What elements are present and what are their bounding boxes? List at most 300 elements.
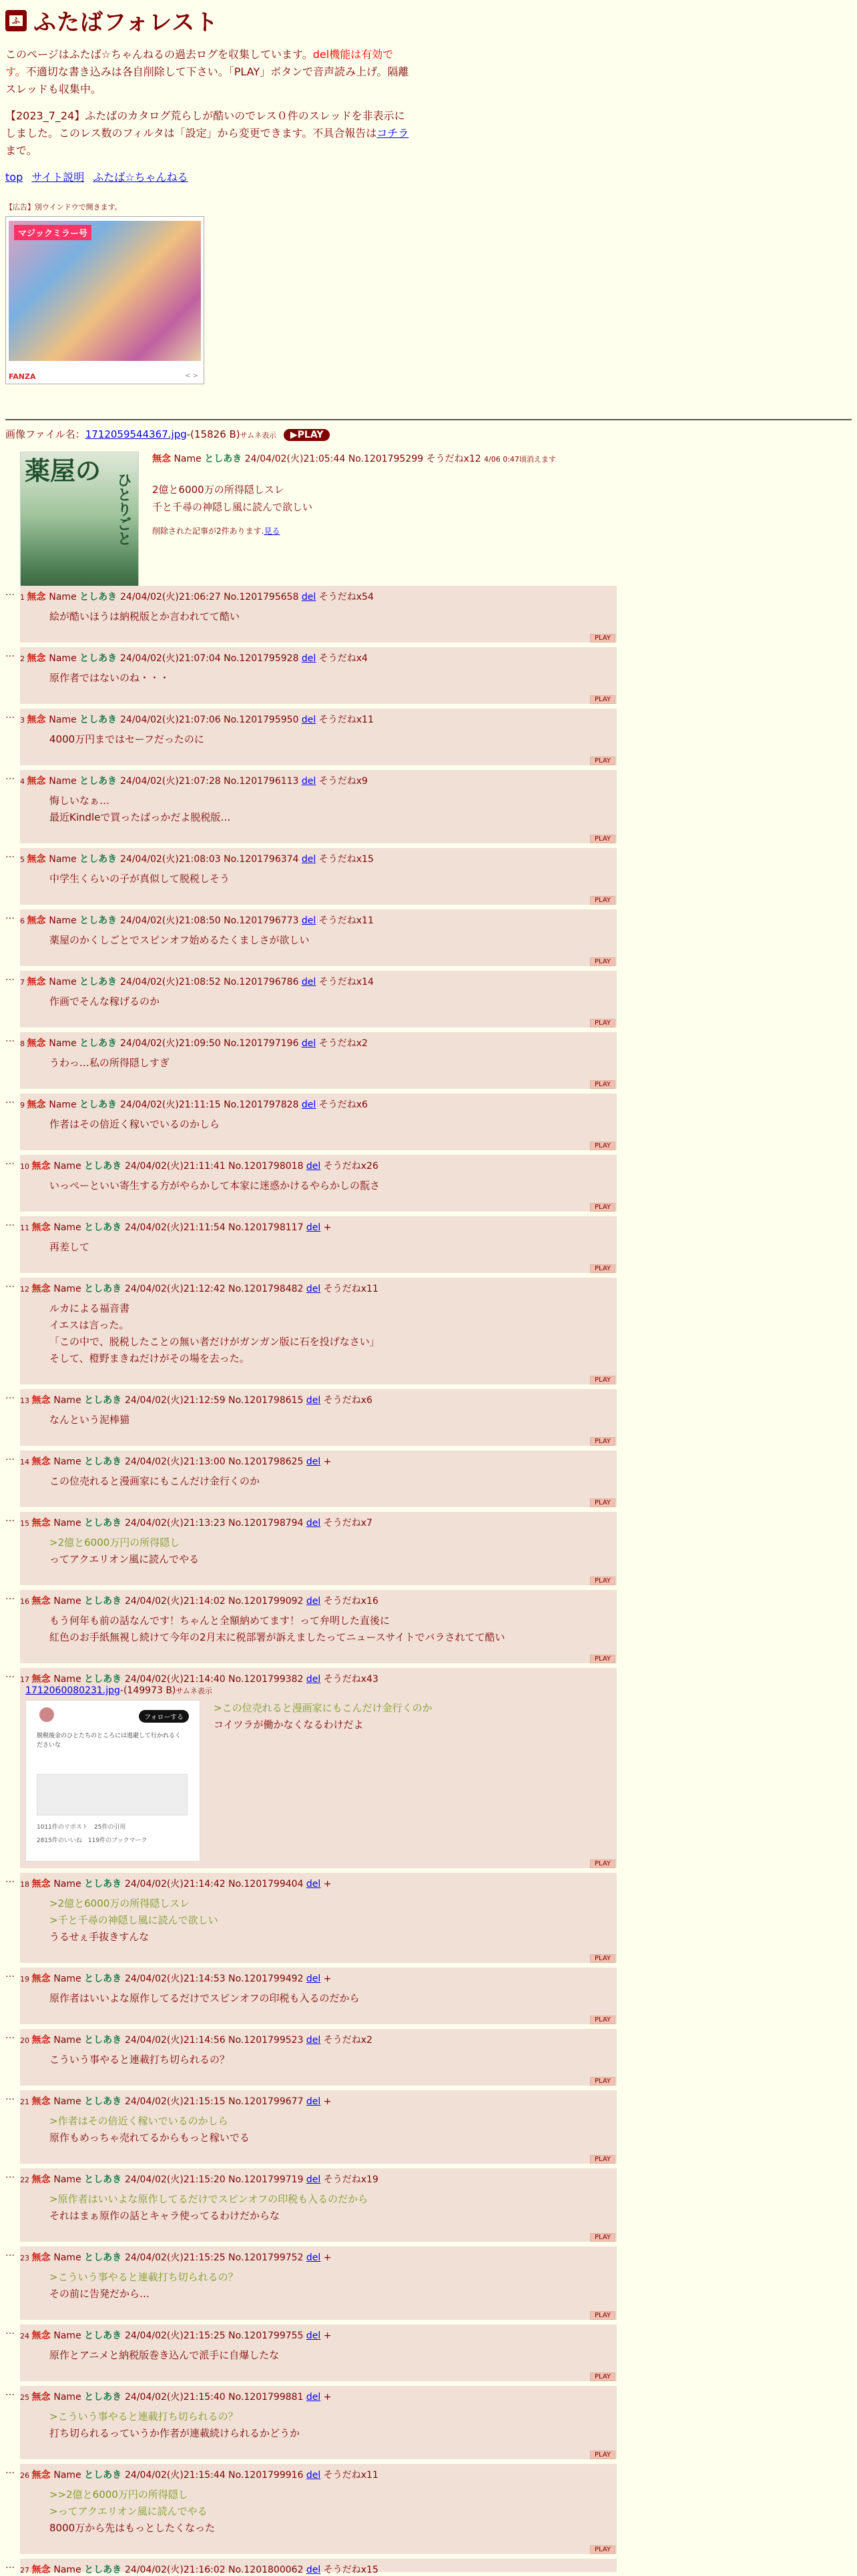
reply-body — [49, 1178, 380, 1194]
reply-name: としあき — [79, 854, 121, 865]
reply-number[interactable]: No.1201796113 — [224, 776, 302, 787]
reply-image[interactable] — [25, 1700, 200, 1861]
reply-line: 原作者はいいよな原作してるだけでスピンオフの印税も入るのだから — [49, 1992, 360, 2004]
reply-date: 24/04/02(火)21:11:15 — [120, 1100, 224, 1110]
reply-box — [20, 1389, 617, 1446]
reply-subject: 無念 — [27, 592, 49, 602]
reply-number[interactable]: No.1201796374 — [224, 854, 302, 865]
reply-name: としあき — [79, 592, 121, 602]
site-header — [5, 4, 852, 37]
reply-line: 絵が酷いほうは納税版とか言われてて酷い — [49, 610, 240, 622]
del-link[interactable]: del — [306, 1456, 321, 1467]
reply-row — [5, 2324, 617, 2381]
ad-image[interactable] — [9, 221, 201, 361]
reply-date: 24/04/02(火)21:11:54 — [125, 1222, 229, 1233]
intro — [5, 46, 852, 159]
reply-index: 2 — [20, 655, 27, 663]
reply-number[interactable]: No.1201797828 — [224, 1100, 302, 1110]
reply-box — [20, 1968, 617, 2024]
reply-date: 24/04/02(火)21:15:15 — [125, 2096, 229, 2107]
reply-number[interactable]: No.1201799755 — [228, 2330, 306, 2341]
reply-name: としあき — [84, 2565, 125, 2575]
reply-line: ってアクエリオン風に読んでやる — [49, 1553, 200, 1565]
del-link[interactable]: del — [301, 653, 316, 664]
reply-body — [49, 1473, 260, 1490]
reply-line: ルカによる福音書 — [49, 1302, 130, 1314]
intro-del-notice: del機能は有効です。 — [5, 48, 394, 78]
reply-index: 24 — [20, 2332, 32, 2340]
reply-line: この位売れると漫画家にもこんだけ金行くのか — [49, 1475, 260, 1487]
play-button[interactable]: PLAY — [590, 1655, 615, 1663]
del-link[interactable]: del — [306, 2470, 321, 2481]
reply-index: 26 — [20, 2471, 32, 2480]
del-link[interactable]: del — [306, 2330, 321, 2341]
reply-body — [49, 1895, 218, 1946]
play-button[interactable]: PLAY — [590, 2545, 615, 2554]
soudane-button[interactable]: そうだねx26 — [323, 1161, 378, 1172]
reply-subject: 無念 — [27, 1100, 49, 1110]
ad-nav-arrows[interactable]: < > — [185, 372, 198, 380]
thumb-subtitle: ひとりごと — [115, 472, 132, 546]
del-link[interactable]: del — [306, 2174, 321, 2185]
reply-subject: 無念 — [27, 653, 49, 664]
reply-name: としあき — [84, 2330, 125, 2341]
reply-index: 1 — [20, 593, 27, 602]
play-button[interactable]: PLAY — [590, 634, 615, 642]
nav-about-link[interactable]: サイト説明 — [31, 171, 85, 183]
reply-name-label: Name — [49, 854, 80, 865]
reply-index: 11 — [20, 1224, 32, 1232]
reply-number[interactable]: No.1201796773 — [224, 915, 302, 926]
play-button[interactable]: PLAY — [590, 1142, 615, 1150]
reply-file-link[interactable]: 1712060080231.jpg — [25, 1685, 120, 1696]
reply-body — [49, 2052, 230, 2068]
reply-name: としあき — [79, 1038, 121, 1049]
ad-banner[interactable] — [5, 216, 204, 384]
ad-brand: FANZA — [9, 372, 36, 381]
intro-text: このページはふたば☆ちゃんねるの過去ログを収集しています。 — [5, 48, 313, 61]
soudane-button[interactable]: そうだねx14 — [318, 977, 374, 987]
soudane-button[interactable]: そうだねx2 — [323, 2035, 372, 2046]
soudane-button[interactable]: そうだねx6 — [318, 1100, 368, 1110]
reply-header — [20, 774, 368, 787]
reply-name-label: Name — [49, 653, 80, 664]
reply-subject: 無念 — [27, 715, 49, 725]
report-link[interactable]: コチラ — [376, 127, 409, 139]
soudane-button[interactable]: そうだねx19 — [323, 2174, 378, 2185]
del-link[interactable]: del — [301, 1100, 316, 1110]
play-button[interactable]: PLAY — [590, 1498, 615, 1507]
reply-line: 原作とアニメと納税版巻き込んで派手に自爆したな — [49, 2349, 280, 2361]
reply-box — [20, 709, 617, 765]
reply-body — [49, 2409, 300, 2442]
op-file-link[interactable]: 1712059544367.jpg — [85, 428, 187, 440]
reply-number[interactable]: No.1201798117 — [228, 1222, 306, 1233]
reply-box — [20, 1278, 617, 1384]
reply-dots: … — [5, 2248, 15, 2258]
reply-number[interactable]: No.1201796786 — [224, 977, 302, 987]
intro2-text: 【2023_7_24】ふたばのカタログ荒らしが酷いのでレス０件のスレッドを非表示にしました。このレス数のフィルタは「設定」から変更できます。不具合報告は — [5, 109, 405, 139]
reply-name-label: Name — [53, 2470, 85, 2481]
separator — [5, 419, 852, 420]
reply-body — [49, 1412, 129, 1428]
del-link[interactable]: del — [306, 1879, 321, 1889]
reply-header — [20, 590, 374, 603]
play-button[interactable]: PLAY — [590, 2233, 615, 2242]
op-soudane[interactable]: そうだねx12 — [426, 454, 481, 464]
del-link[interactable]: del — [306, 1674, 321, 1685]
reply-file-size: -(149973 B) — [119, 1685, 176, 1696]
reply-number[interactable]: No.1201799523 — [228, 2035, 306, 2046]
reply-line: 原作もめっちゃ売れてるからもっと稼いでる — [49, 2132, 250, 2144]
thumb-note: サムネ表示 — [240, 431, 277, 440]
reply-box — [20, 586, 617, 642]
reply-line: 中学生くらいの子が真似して脱税しそう — [49, 873, 230, 885]
quote-line: >この位売れると漫画家にもこんだけ金行くのか — [214, 1702, 433, 1714]
del-link[interactable]: del — [306, 2096, 321, 2107]
play-button[interactable]: PLAY — [590, 1080, 615, 1089]
reply-index: 13 — [20, 1396, 32, 1405]
reply-body — [49, 670, 170, 687]
del-link[interactable]: del — [306, 1222, 321, 1233]
reply-number[interactable]: No.1201795928 — [224, 653, 302, 664]
site-logo-icon: ふ — [5, 10, 27, 31]
deleted-show-link[interactable]: 見る — [264, 526, 280, 536]
play-button[interactable]: PLAY — [590, 757, 615, 765]
reply-row — [5, 1968, 617, 2024]
reply-name-label: Name — [53, 2565, 85, 2575]
soudane-button[interactable]: そうだねx15 — [318, 854, 374, 865]
play-button[interactable]: PLAY — [590, 2016, 615, 2024]
reply-line: 「この中で、脱税したことの無い者だけがガンガン版に石を投げなさい」 — [49, 1336, 380, 1348]
reply-line: 紅色のお手紙無視し続けて今年の2月末に税部署が訴えましたってニュースサイトでバラされてて酷い — [49, 1631, 505, 1643]
thumb-note: サムネ表示 — [176, 1687, 212, 1695]
reply-subject: 無念 — [27, 977, 49, 987]
reply-name: としあき — [84, 1974, 125, 1984]
reply-dots: … — [5, 2030, 15, 2041]
del-link[interactable]: del — [301, 592, 316, 602]
soudane-button[interactable]: そうだねx11 — [318, 715, 374, 725]
reply-box — [20, 1450, 617, 1507]
reply-row — [5, 1590, 617, 1663]
reply-name-label: Name — [49, 1038, 80, 1049]
reply-name-label: Name — [53, 1395, 85, 1406]
reply-line: 最近Kindleで買ったばっかだよ脱税版… — [49, 811, 231, 823]
reply-line: それはまぁ原作の話とキャラ使ってるわけだからな — [49, 2210, 280, 2222]
reply-body — [49, 1990, 360, 2007]
reply-line: もう何年も前の話なんです！ちゃんと全額納めてます！って弁明した直後に — [49, 1615, 390, 1627]
intro2-tail: まで。 — [5, 144, 37, 157]
reply-number[interactable]: No.1201799404 — [228, 1879, 306, 1889]
reply-number[interactable]: No.1201798625 — [228, 1456, 306, 1467]
reply-name-label: Name — [53, 1284, 85, 1294]
del-link[interactable]: del — [306, 2392, 321, 2403]
reply-index: 17 — [20, 1675, 32, 1684]
soudane-button[interactable]: + — [323, 2096, 332, 2107]
del-link[interactable]: del — [301, 915, 316, 926]
del-link[interactable]: del — [301, 1038, 316, 1049]
reply-line: 原作者ではないのね・・・ — [49, 672, 170, 684]
quote-line: >>2億と6000万円の所得隠し — [49, 2489, 188, 2501]
del-link[interactable]: del — [301, 977, 316, 987]
op-meta — [152, 452, 556, 465]
reply-name-label: Name — [49, 776, 80, 787]
soudane-button[interactable]: + — [323, 1879, 332, 1889]
op-number[interactable]: No.1201795299 — [348, 454, 424, 464]
soudane-button[interactable]: + — [323, 1974, 332, 1984]
op-body — [152, 481, 312, 516]
reply-index: 12 — [20, 1285, 32, 1294]
op-subject: 無念 — [152, 454, 171, 464]
reply-name: としあき — [84, 1596, 125, 1607]
play-button[interactable]: PLAY — [590, 1437, 615, 1446]
reply-number[interactable]: No.1201799752 — [228, 2252, 306, 2263]
reply-subject: 無念 — [31, 1222, 54, 1233]
reply-box — [20, 848, 617, 905]
soudane-button[interactable]: そうだねx11 — [323, 2470, 378, 2481]
reply-subject: 無念 — [31, 1395, 54, 1406]
play-button[interactable]: PLAY — [590, 957, 615, 966]
reply-subject: 無念 — [31, 2330, 54, 2341]
quote-line: >2億と6000万の所得隠しスレ — [49, 1897, 190, 1909]
reply-subject: 無念 — [31, 1674, 54, 1685]
nav-futaba-link[interactable]: ふたば☆ちゃんねる — [93, 171, 188, 183]
reply-line: うるせぇ手抜きすんな — [49, 1931, 150, 1943]
reply-dots: … — [5, 2326, 15, 2336]
reply-number[interactable]: No.1201798794 — [228, 1518, 306, 1529]
soudane-button[interactable]: + — [323, 2330, 332, 2341]
soudane-button[interactable]: + — [323, 1222, 332, 1233]
reply-name: としあき — [84, 1222, 125, 1233]
reply-body — [49, 2113, 250, 2146]
reply-number[interactable]: No.1201795658 — [224, 592, 302, 602]
del-link[interactable]: del — [306, 2035, 321, 2046]
soudane-button[interactable]: そうだねx54 — [318, 592, 374, 602]
quote-line: >こういう事やると連載打ち切られるの？ — [49, 2411, 238, 2423]
soudane-button[interactable]: そうだねx15 — [323, 2565, 378, 2575]
reply-dots: … — [5, 587, 15, 598]
reply-body — [49, 1613, 505, 1646]
reply-body — [49, 793, 230, 826]
reply-header — [20, 2094, 332, 2108]
reply-box — [20, 1216, 617, 1273]
reply-header — [20, 651, 368, 665]
reply-number[interactable]: No.1201800062 — [228, 2565, 306, 2575]
reply-name-label: Name — [53, 1161, 85, 1172]
reply-dots: … — [5, 2387, 15, 2398]
reply-body — [49, 731, 204, 748]
play-button[interactable]: PLAY — [590, 1577, 615, 1585]
soudane-button[interactable]: そうだねx6 — [323, 1395, 372, 1406]
reply-dots: … — [5, 1874, 15, 1885]
op-date: 24/04/02(火)21:05:44 — [244, 454, 346, 464]
del-link[interactable]: del — [301, 776, 316, 787]
quote-line: >こういう事やると連載打ち切られるの？ — [49, 2271, 238, 2283]
play-button[interactable]: PLAY — [590, 1019, 615, 1027]
soudane-button[interactable]: + — [323, 1456, 332, 1467]
del-link[interactable]: del — [306, 1518, 321, 1529]
reply-row — [5, 2386, 617, 2459]
reply-date: 24/04/02(火)21:15:44 — [125, 2470, 229, 2481]
nav-top-link[interactable]: top — [5, 171, 23, 183]
soudane-button[interactable]: そうだねx2 — [318, 1038, 368, 1049]
soudane-button[interactable]: そうだねx11 — [323, 1284, 378, 1294]
play-button[interactable]: PLAY — [590, 1954, 615, 1963]
tweet-text: 脱税後金のひとたちのところには逃避して行かれるくださいな — [37, 1733, 182, 1749]
reply-number[interactable]: No.1201797196 — [224, 1038, 302, 1049]
quote-line: >千と千尋の神隠し風に読んで欲しい — [49, 1914, 218, 1926]
reply-name: としあき — [79, 977, 121, 987]
reply-row — [5, 770, 617, 843]
reply-name: としあき — [84, 1518, 125, 1529]
reply-name: としあき — [84, 2096, 125, 2107]
reply-header — [20, 1594, 378, 1607]
ad-label: 【広告】別ウインドウで開きます。 — [5, 203, 122, 211]
del-link[interactable]: del — [306, 1161, 321, 1172]
reply-date: 24/04/02(火)21:14:42 — [125, 1879, 229, 1889]
reply-number[interactable]: No.1201798482 — [228, 1284, 306, 1294]
soudane-button[interactable]: + — [323, 2392, 332, 2403]
reply-date: 24/04/02(火)21:14:53 — [125, 1974, 229, 1984]
play-button[interactable]: PLAY — [590, 1203, 615, 1212]
play-button[interactable]: PLAY — [590, 2311, 615, 2320]
reply-dots: … — [5, 1095, 15, 1106]
play-button[interactable]: PLAY — [590, 1859, 615, 1868]
reply-index: 16 — [20, 1597, 32, 1606]
reply-number[interactable]: No.1201799677 — [228, 2096, 306, 2107]
op-play-button[interactable]: ▶PLAY — [284, 429, 330, 441]
reply-box — [20, 1873, 617, 1963]
reply-index: 21 — [20, 2098, 32, 2106]
reply-dots: … — [5, 972, 15, 983]
reply-name-label: Name — [53, 1596, 85, 1607]
avatar — [39, 1707, 54, 1722]
del-link[interactable]: del — [306, 2252, 321, 2263]
reply-number[interactable]: No.1201795950 — [224, 715, 302, 725]
play-button[interactable]: PLAY — [590, 1376, 615, 1384]
reply-number[interactable]: No.1201799492 — [228, 1974, 306, 1984]
play-button[interactable]: PLAY — [590, 695, 615, 704]
soudane-button[interactable]: + — [323, 2252, 332, 2263]
reply-line: いっぺーといい寄生する方がやらかして本家に迷惑かけるやらかしの翫さ — [49, 1180, 380, 1192]
reply-name-label: Name — [53, 1674, 85, 1685]
reply-date: 24/04/02(火)21:07:28 — [120, 776, 224, 787]
reply-date: 24/04/02(火)21:11:41 — [125, 1161, 229, 1172]
reply-body — [214, 1700, 433, 1733]
reply-header — [20, 1098, 368, 1111]
reply-row — [5, 1216, 617, 1273]
reply-name-label: Name — [49, 977, 80, 987]
reply-name: としあき — [84, 1395, 125, 1406]
reply-line: 4000万円まではセーフだったのに — [49, 733, 204, 745]
reply-index: 9 — [20, 1101, 27, 1110]
reply-subject: 無念 — [31, 2096, 54, 2107]
reply-name-label: Name — [53, 2330, 85, 2341]
reply-row — [5, 848, 617, 905]
play-button[interactable]: PLAY — [590, 835, 615, 843]
reply-number[interactable]: No.1201798615 — [228, 1395, 306, 1406]
reply-name-label: Name — [49, 915, 80, 926]
reply-subject: 無念 — [31, 1456, 54, 1467]
del-link[interactable]: del — [306, 1284, 321, 1294]
reply-header — [20, 1220, 332, 1234]
reply-date: 24/04/02(火)21:14:40 — [125, 1674, 229, 1685]
reply-name: としあき — [84, 1879, 125, 1889]
reply-line: コイツラが働かなくなるわけだよ — [214, 1719, 364, 1731]
reply-index: 3 — [20, 716, 27, 725]
reply-name: としあき — [84, 2470, 125, 2481]
reply-date: 24/04/02(火)21:12:42 — [125, 1284, 229, 1294]
reply-number[interactable]: No.1201799719 — [228, 2174, 306, 2185]
op-file-size: -(15826 B) — [186, 428, 240, 440]
reply-name-label: Name — [53, 1518, 85, 1529]
reply-number[interactable]: No.1201799881 — [228, 2392, 306, 2403]
del-link[interactable]: del — [306, 1596, 321, 1607]
soudane-button[interactable]: そうだねx9 — [318, 776, 368, 787]
reply-dots: … — [5, 2465, 15, 2476]
del-link[interactable]: del — [301, 715, 316, 725]
play-button[interactable]: PLAY — [590, 2077, 615, 2086]
reply-subject: 無念 — [31, 2565, 54, 2575]
reply-body — [49, 2269, 238, 2302]
reply-number[interactable]: No.1201799916 — [228, 2470, 306, 2481]
reply-row — [5, 1668, 617, 1868]
reply-header — [20, 975, 374, 988]
del-link[interactable]: del — [306, 1395, 321, 1406]
soudane-button[interactable]: そうだねx43 — [323, 1674, 378, 1685]
reply-dots: … — [5, 2092, 15, 2102]
del-link[interactable]: del — [306, 1974, 321, 1984]
del-link[interactable]: del — [301, 854, 316, 865]
reply-number[interactable]: No.1201798018 — [228, 1161, 306, 1172]
soudane-button[interactable]: そうだねx16 — [323, 1596, 378, 1607]
soudane-button[interactable]: そうだねx11 — [318, 915, 374, 926]
reply-header — [20, 2172, 378, 2186]
del-link[interactable]: del — [306, 2565, 321, 2575]
reply-name: としあき — [84, 2174, 125, 2185]
reply-box — [20, 1032, 617, 1089]
reply-dots: … — [5, 710, 15, 721]
reply-date: 24/04/02(火)21:08:52 — [120, 977, 224, 987]
op-file-line — [5, 427, 852, 441]
reply-name: としあき — [79, 653, 121, 664]
reply-index: 15 — [20, 1519, 32, 1528]
reply-date: 24/04/02(火)21:07:06 — [120, 715, 224, 725]
reply-date: 24/04/02(火)21:15:40 — [125, 2392, 229, 2403]
reply-dots: … — [5, 649, 15, 659]
play-button[interactable]: PLAY — [590, 2155, 615, 2164]
reply-subject: 無念 — [31, 1518, 54, 1529]
play-button[interactable]: PLAY — [590, 2451, 615, 2459]
play-button[interactable]: PLAY — [590, 2373, 615, 2381]
reply-number[interactable]: No.1201799382 — [228, 1674, 306, 1685]
reply-date: 24/04/02(火)21:15:20 — [125, 2174, 229, 2185]
play-button[interactable]: PLAY — [590, 896, 615, 905]
soudane-button[interactable]: そうだねx4 — [318, 653, 368, 664]
reply-subject: 無念 — [31, 2252, 54, 2263]
reply-date: 24/04/02(火)21:13:23 — [125, 1518, 229, 1529]
quote-line: >作者はその倍近く稼いでいるのかしら — [49, 2115, 228, 2127]
play-button[interactable]: PLAY — [590, 1264, 615, 1273]
reply-date: 24/04/02(火)21:12:59 — [125, 1395, 229, 1406]
reply-box — [20, 2168, 617, 2242]
soudane-button[interactable]: そうだねx7 — [323, 1518, 372, 1529]
reply-name-label: Name — [53, 2096, 85, 2107]
reply-dots: … — [5, 2170, 15, 2180]
reply-number[interactable]: No.1201799092 — [228, 1596, 306, 1607]
reply-box — [20, 2090, 617, 2164]
reply-box — [20, 770, 617, 843]
